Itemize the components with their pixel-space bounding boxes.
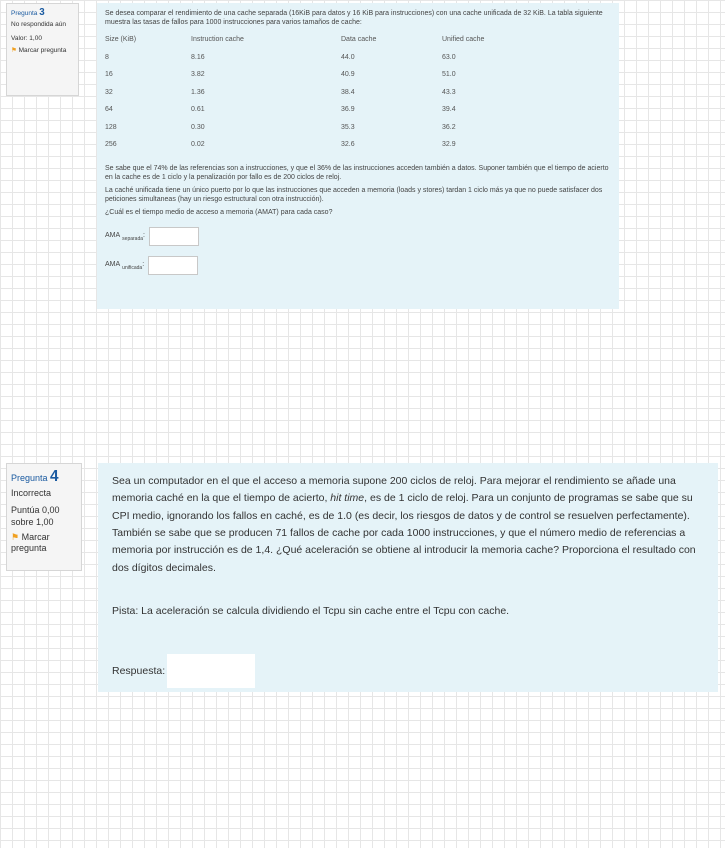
flag-icon: ⚑ (11, 47, 17, 55)
table-row (105, 119, 562, 137)
table-cell: 3.82 (191, 71, 205, 79)
answer-label: Respuesta: (112, 664, 166, 677)
table-cell: 0.30 (191, 123, 205, 131)
table-header-data: Data cache (341, 36, 377, 44)
question-4-answer-row (112, 654, 704, 688)
table-header-row (105, 31, 562, 49)
question-3-number: Pregunta 3 (11, 7, 45, 18)
ama-separada-input[interactable] (149, 227, 199, 246)
table-cell: 63.0 (442, 53, 456, 61)
question-4-content (98, 463, 718, 692)
table-cell: 0.02 (191, 141, 205, 149)
table-cell: 32.9 (442, 141, 456, 149)
ama-unificada-label: AMA $_{unificada}$: (105, 261, 145, 271)
question-3-flag-button[interactable]: ⚑ Marcar pregunta (11, 47, 67, 55)
table-cell: 39.4 (442, 106, 456, 114)
question-4-grade: Puntúa 0,00 sobre 1,00 (11, 505, 60, 527)
table-cell: 35.3 (341, 123, 355, 131)
table-cell: 256 (105, 141, 117, 149)
question-3-grade: Valor: 1,00 (11, 35, 42, 43)
question-3-paragraph-1: Se sabe que el 74% de las referencias son a instrucciones, y que el 36% de las instrucciones acceden también a datos. Suponer también que el tiempo de acierto en la cache es de 1 ciclo y la penalización por fallo es de 200 ciclos de reloj. (105, 164, 609, 181)
table-header-size: Size (KiB) (105, 36, 137, 44)
question-4-hint: Pista: La aceleración se calcula dividiendo el Tcpu sin cache entre el Tcpu con cache. (112, 604, 510, 617)
table-cell: 0.61 (191, 106, 205, 114)
ama-unificada-row (105, 256, 611, 275)
question-4-text: Sea un computador en el que el acceso a memoria supone 200 ciclos de reloj. Para mejorar el rendimiento se añade una memoria caché en la que el tiempo de acierto, hit time, es de 1 ciclo de reloj. Para un conjunto de programas se sabe que su CPI medio, ignorando los fallos en caché, es de 1.0 (es decir, los riesgos de datos y de control se resuelven perfectamente). También se sabe que se producen 71 fallos de cache por cada 1000 instrucciones, y que el número medio de referencias a memoria por instrucción es de 1,4. ¿Qué aceleración se obtiene al introducir la memoria cache? Proporciona el resultado con dos dígitos decimales. (112, 475, 696, 574)
ama-unificada-input[interactable] (148, 256, 198, 275)
table-header-instruction: Instruction cache (191, 36, 244, 44)
table-cell: 32.6 (341, 141, 355, 149)
table-cell: 43.3 (442, 88, 456, 96)
question-4-state: Incorrecta (11, 488, 52, 499)
answer-input[interactable] (167, 654, 255, 688)
ama-separada-label: AMA $_{separada}$: (105, 232, 145, 242)
table-row (105, 101, 562, 119)
table-cell: 16 (105, 71, 113, 79)
table-cell: 32 (105, 88, 113, 96)
table-row (105, 66, 562, 84)
question-3-intro: Se desea comparar el rendimiento de una cache separada (16KiB para datos y 16 KiB para instrucciones) con una cache unificada de 32 KiB. La tabla siguiente muestra las tasas de fallos para 1000 instrucciones para varios tamaños de cache: (105, 10, 603, 27)
miss-rate-table (105, 31, 562, 154)
table-cell: 36.9 (341, 106, 355, 114)
table-row (105, 136, 562, 154)
table-cell: 1.36 (191, 88, 205, 96)
question-3-state: No respondida aún (11, 21, 66, 29)
table-row (105, 49, 562, 67)
table-cell: 40.9 (341, 71, 355, 79)
question-3-info (6, 3, 79, 96)
question-4-flag-button[interactable]: ⚑ Marcar pregunta (11, 531, 50, 554)
question-4-info (6, 463, 82, 571)
table-cell: 8 (105, 53, 109, 61)
table-cell: 38.4 (341, 88, 355, 96)
table-cell: 36.2 (442, 123, 456, 131)
table-header-unified: Unified cache (442, 36, 485, 44)
table-cell: 44.0 (341, 53, 355, 61)
table-cell: 128 (105, 123, 117, 131)
question-3-content (97, 3, 619, 309)
question-3-prompt: ¿Cuál es el tiempo medio de acceso a memoria (AMAT) para cada caso? (105, 209, 333, 217)
question-4-number: Pregunta 4 (11, 468, 59, 485)
table-cell: 8.16 (191, 53, 205, 61)
ama-separada-row (105, 227, 611, 246)
table-cell: 51.0 (442, 71, 456, 79)
table-cell: 64 (105, 106, 113, 114)
flag-icon: ⚑ (11, 531, 20, 542)
question-3-paragraph-2: La caché unificada tiene un único puerto por lo que las instrucciones que acceden a memoria (loads y stores) tardan 1 ciclo más ya que no puede satisfacer dos peticiones simultaneas (hay un riesgo estructural con otra instrucción). (105, 186, 603, 203)
table-row (105, 84, 562, 102)
